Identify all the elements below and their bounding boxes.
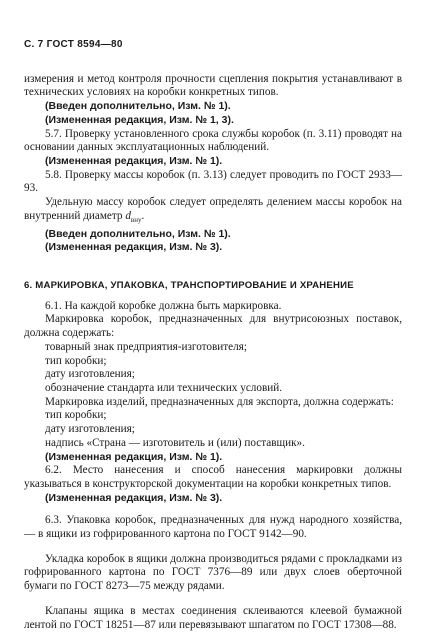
- paragraph: Клапаны ящика в местах соединения склеиваются клеевой бумажной лентой по ГОСТ 18251—87 или перевязывают шпагатом по ГОСТ 17308—88.: [24, 604, 402, 631]
- paragraph: обозначение стандарта или технических условий.: [45, 382, 283, 394]
- mass-subscript: вну: [130, 215, 142, 224]
- revision-note: (Введен дополнительно, Изм. № 1).: [45, 100, 231, 113]
- paragraph: дату изготовления;: [45, 423, 135, 436]
- paragraph: Маркировка коробок, предназначенных для внутрисоюзных поставок, должна содержать:: [24, 313, 402, 340]
- block-notes: [24, 228, 402, 255]
- mass-var: d: [125, 209, 131, 222]
- mass-end: .: [141, 209, 145, 222]
- block-testing: [24, 73, 402, 196]
- paragraph: 6.2. Место нанесения и способ нанесения маркировки должны указываться в конструкторской документации на коробки конкретных типов.: [24, 464, 402, 490]
- paragraph: тип коробки;: [45, 409, 107, 422]
- block-marking: [24, 300, 402, 632]
- paragraph: 5.8. Проверку массы коробок (п. 3.13) следует проводить по ГОСТ 2933—93.: [24, 168, 402, 195]
- paragraph: надпись «Страна — изготовитель и (или) поставщик».: [45, 436, 305, 449]
- revision-note: (Измененная редакция, Изм. № 3).: [45, 241, 223, 254]
- paragraph: тип коробки;: [45, 354, 107, 367]
- revision-note: (Измененная редакция, Изм. № 1, 3).: [45, 113, 234, 126]
- paragraph: дату изготовления;: [45, 368, 135, 381]
- page-header: С. 7 ГОСТ 8594—80: [24, 39, 123, 50]
- paragraph: 5.7. Проверку установленного срока службы коробок (п. 3.11) проводят на основании данных эксплуатационных наблюдений.: [24, 127, 402, 154]
- paragraph: измерения и метод контроля прочности сцепления покрытия устанавливают в технических условиях на коробки конкретных типов.: [24, 72, 402, 99]
- paragraph: 6.3. Упаковка коробок, предназначенных для нужд народного хозяйства, — в ящики из гофрированного картона по ГОСТ 9142—90.: [24, 514, 402, 541]
- paragraph: Укладка коробок в ящики должна производиться рядами с прокладками из гофрированного картона по ГОСТ 7376—89 или двух слоев оберточной бумаги по ГОСТ 8273—75 между рядами.: [24, 552, 402, 593]
- revision-note: (Измененная редакция, Изм. № 1).: [45, 154, 223, 167]
- paragraph: товарный знак предприятия-изготовителя;: [45, 340, 247, 353]
- revision-note: (Измененная редакция, Изм. № 1).: [45, 450, 223, 463]
- mass-text: Удельную массу коробок следует определять делением массы коробок на внутренний диаметр: [24, 196, 402, 222]
- revision-note: (Измененная редакция, Изм. № 3).: [45, 491, 223, 504]
- mass-paragraph: [24, 196, 402, 228]
- section-title: 6. МАРКИРОВКА, УПАКОВКА, ТРАНСПОРТИРОВАНИЕ И ХРАНЕНИЕ: [24, 280, 354, 292]
- paragraph: Маркировка изделий, предназначенных для экспорта, должна содержать:: [45, 395, 394, 408]
- document-page: [24, 38, 402, 632]
- revision-note: (Введен дополнительно, Изм. № 1).: [45, 227, 231, 240]
- paragraph: 6.1. На каждой коробке должна быть маркировка.: [45, 299, 282, 312]
